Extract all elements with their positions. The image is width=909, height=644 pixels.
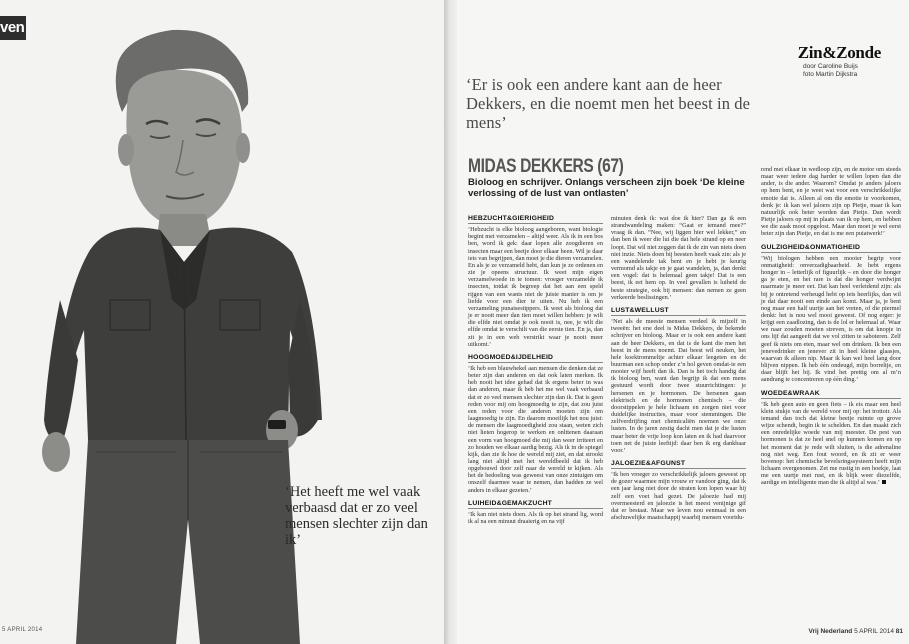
interviewee-name: MIDAS DEKKERS (67) xyxy=(468,156,624,177)
text-column-3 xyxy=(761,166,901,487)
right-page xyxy=(457,0,909,644)
section-heading: HOOGMOED&IJDELHEID xyxy=(468,354,603,363)
folio-left-date: 5 APRIL 2014 xyxy=(2,627,43,633)
section-body: ‘Net als de meeste mensen verdeel ik mijzelf in tweeën: het ene deel is Midas Dekkers, de bekende schrijver en bioloog. Maar er is ook een andere kant aan de heer Dekkers, en dat is de kant die men het beest in de mens noemt. Dat beest wil neuken, het hele koektrommeltje achter elkaar leegeten en de buurman een schop onder z’n hol geven omdat-ie een mooier wijf heeft dan ik. Dan is het toch handig dat ik bioloog ben, want dan begrijp ik dat een mens gestuurd wordt door twee stuurrichtingen: je hersenen en je hormonen. De hersenen gaan elektrisch en de hormonen chemisch – die doorstippelen je hele lichaam en zorgen niet voor duidelijke instructies, maar voor stemmingen. Die zelfverdrijfing met chemicaliën noemen we onze lusten. In de jaren zestig dacht men dat je die lusten maar beter de vrije loop kon laten en ik had daarvoor toen net de juiste leeftijd: daar ben ik erg dankbaar voor.’ xyxy=(611,318,746,454)
section-body: ‘Hebzucht is elke bioloog aangeboren, want biologie begint met verzamelen – altijd weer. Als ik in een bos ben, word ik gek: daar lopen alle zoogdieren en insecten maar een beetje door elkaar heen. Wil je daar iets van begrijpen, dan moet je die dieren verzamelen. En als je ze verzameld hebt, dan kun je ze ordenen en zie je opeens structuur. Ik weet mijn eigen verzamelwoede in te tomen: vroeger verzamelde ik insecten, totdat ik begreep dat het aan een speld rijgen van een wants niet de juiste manier is om je liefde voor een dier te uiten. Nu heb ik een verzameling punaisestippers. Ik weet als bioloog dat je er nooit meer dan tien moet willen hebben: je wilt die elfde niet omdat je ook nooit is, nee, je wilt die elfde omdat ie verschilt van die eerste tien. En ja, dan zit je in een web verstrikt waar je nooit meer uitkomt.’ xyxy=(468,226,604,348)
magazine-name: Vrij Nederland xyxy=(808,628,853,635)
section-body: rend met elkaar in wedloop zijn, en de motor om steeds maar weer iedere dag harder te willen lopen dan die ander, is die ander. Waarom? Omdat je anders jaloers op hem bent, en je weet wat voor een verschrikkelijke emotie dat is. Alleen al om die emotie te voorkomen, denk je: ik kan wel jaloers zijn op Pietje, maar ik kan natuurlijk ook beter worden dan Pietje. Dan wordt Pietje jaloers op mij in plaats van ik op hem, en hebben we die zaak mooi opgelost. Maar dan moet je wel eerst beter zijn dan Pietje, en dat is me een puiatwerk!’ xyxy=(761,166,901,238)
section-body: ‘Ik heb een blauwhekel aan mensen die denken dat ze beter zijn dan anderen en dat ook laten merken. Ik heb nooit het idee gehad dat ik ergens beter in was dan anderen, maar ik heb het me wel vaak verbaasd dat er zo veel mensen slechter zijn dan ik. Dat is geen reden voor mij om hoogmoedig te zijn, dat zou juist een reden voor die anderen moeten zijn om laagmoedig te zijn. En daarom moeilijk het nou juist: de mensen die laagmoedigheid zou staan, weten zich niet lieten hogerop te werken en onlttenen daaraan een vorm van hoogmoed die mij dan weer irriteert en zo houden we elkaar aardig bezig. Als ik in de spiegel kijk, dan zie ik hoe de wereld mij ziet, en dat strookt lang niet altijd met het wereldbeeld dat ik heb opgebouwd door zelf naar de wereld te kijken. Als het de bedoeling was geweest van onze zintuigen om onszelf daarmee waar te nemen, dan hadden ze wel anders in elkaar gezeten.’ xyxy=(468,364,603,494)
section-heading: GULZIGHEID&ONMATIGHEID xyxy=(761,244,901,253)
text-column-2 xyxy=(611,215,746,521)
section-heading: WOEDE&WRAAK xyxy=(761,390,901,399)
section-heading: LUST&WELLUST xyxy=(611,307,746,316)
byline-author: door Caroline Buijs xyxy=(803,63,858,70)
folio-date: 5 APRIL 2014 xyxy=(854,628,894,635)
section-heading: JALOEZIE&AFGUNST xyxy=(611,460,746,469)
column-rubric: Zin&Zonde xyxy=(797,43,881,62)
section-body: ‘Wij biologen hebben een mooier begrip voor onmatigheid: onverzadigbaarheid. Je hebt ergens honger in – letterlijk of figuurlijk – en door die honger ga je eten, en het rare is dat die honger verdwijnt naarmate je meer eet. Dat kan heel verleidend zijn: als bij je ontretend verheugd hebt op iets heerlijks, dan wil je dat daar nooit een einde aan komt. Maar ja, je bent nog maar een half uurtje aan het vreten, of die piermel denkt: het is nou wel mooi geweest. Of nog erger: je krijgt een zaadlozing, dan is de lol er helemaal af. Waar we naar zouden moeten streven, is om dat knopje in ons lijf dat aangeeft dat we vol zitten te saboteren. Zelf geef ik niets om eten, maar wel om drinken. Ik ben een jenevedrinker en jenever zit in heel kleine glaasjes, waarvan ik alleen nip. Maar ik kan wel heel lang door blijven nippen. Ik heb één ondeugd, mijn borreltje, en daar blijft het bij. Ik vind het prettig om al m’n aandrang te concentreren op één ding.’ xyxy=(761,254,901,384)
section-body: ‘Ik heb geen auto en geen fiets – ik eis maar een heel klein stukje van de wereld voor mij op: het trottoir. Als iemand dan toch dat kleine beetje ruimte op grove wijze schendt, begin ik te schelden. En dan maakt zich een onredelijke woede van mij meester. De pest van hormonen is dat ze heel snel op kunnen komen en op het moment dat je rede wilt sluiten, is die adrenaline nog niet weg. Een fout woord, en ik zit er weer bovenop: het chemische bevelsringssysteem heeft mijn lichaam overgenomen. Zet me rustig in een hoekje, laat me een uurtje met rust, en ik blijk weer diezelfde, aardige en intelligente man die ik altijd al was.’ xyxy=(761,400,901,487)
page-gutter xyxy=(444,0,458,644)
byline xyxy=(803,63,858,79)
section-body: minuten denk ik: wat doe ik hier? Dan ga ik een strandwandeling maken: “Gaat er iemand mee?” vraag ik dan. “Nee, wij liggen hier wel lekker,” en dan ben ik weer die lui die dat hele strand op en neer loopt. Dat wil niet zeggen dat ik de zin van niets doen niet inzie. Niets doen bij beesten heeft vaak zin: als je een wandelende tak bent en je hebt je keurig vermomd als takje en je gaat wandelen, ja, dan denkt een vogel: dat is helemaal geen takje! Dat is een beest, ik eet hem op. In veel gevallen is luiheid de beste strategie, ook bij mensen: dan nemen ze geen verkeerde beslissingen.’ xyxy=(611,215,746,301)
section-heading: HEBZUCHT&GIERIGHEID xyxy=(468,215,603,224)
section-heading: LUIHEID&GEMAKZUCHT xyxy=(468,500,603,509)
caption-quote: ‘Het heeft me wel vaak verbaasd dat er zo veel mensen slechter zijn dan ik’ xyxy=(285,484,428,548)
left-page xyxy=(0,0,447,644)
page-number: 81 xyxy=(895,628,903,635)
byline-photo: foto Martin Dijkstra xyxy=(803,71,858,78)
end-mark-icon xyxy=(882,480,886,484)
folio-right xyxy=(809,628,903,635)
text-column-1 xyxy=(468,215,603,525)
section-tab: ven xyxy=(0,16,26,40)
intro-text: Bioloog en schrijver. Onlangs verscheen zijn boek ‘De kleine verlossing of de lust van ontlasten’ xyxy=(468,177,745,199)
section-body: ‘Ik kan niet niets doen. Als ik op het strand lig, word ik al na een minuut draaierig en na vijf xyxy=(468,510,603,526)
section-body: ‘Ik ben vroeger zo verschrikkelijk jaloers geweest op de gozer waarmee mijn vrouw er vandoor ging, dat ik een jaar lang niet door de straten kon lopen waar hij zelf een voet had gezet. De jaloezie had mij overmeesterd en jaloezie is het meest venijnige gif dat er bestaat. Maar we leven nou eenmaal in een afschuwelijke maatschappij waarbij mensen voortdu- xyxy=(611,471,746,522)
pull-quote: ‘Er is ook een andere kant aan de heer Dekkers, en die noemt men het beest in de mens’ xyxy=(466,75,751,132)
